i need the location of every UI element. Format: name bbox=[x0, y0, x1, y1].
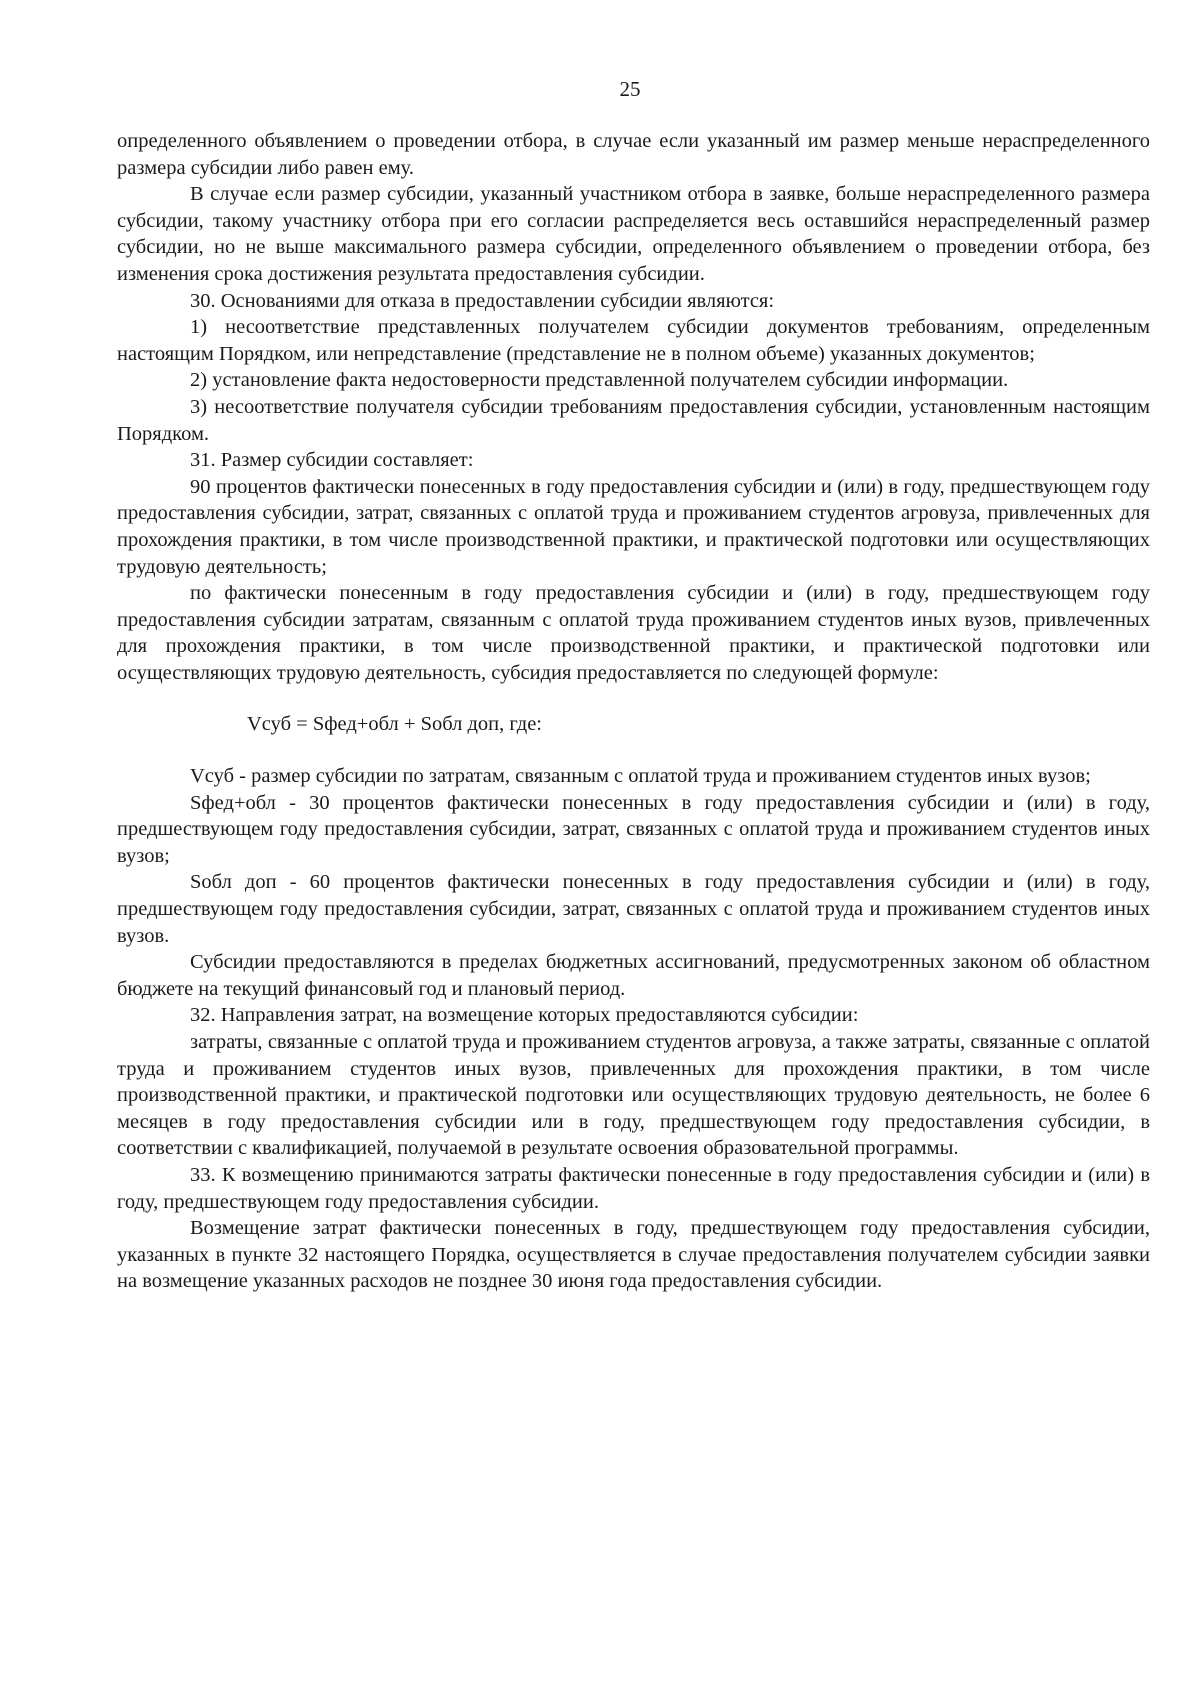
paragraph-item-31: 31. Размер субсидии составляет: bbox=[190, 449, 474, 472]
paragraph-sfed-def: Sфед+обл - 30 процентов фактически понесенных в году предоставления субсидии и (или) в году, предшествующем году предоставления субсидии, затрат, связанных с оплатой труда и проживанием студентов иных вузов; bbox=[117, 791, 1150, 867]
paragraph-continuation: определенного объявлением о проведении отбора, в случае если указанный им размер меньше нераспределенного размера субсидии либо равен ему. bbox=[117, 130, 1150, 179]
paragraph-item-31-agrovuz: 90 процентов фактически понесенных в году предоставления субсидии и (или) в году, предшествующем году предоставления субсидии, затрат, связанных с оплатой труда и проживанием студентов агровуза, привлеченных для прохождения практики, в том числе производственной практики, и практической подготовки или осуществляющих трудовую деятельность; bbox=[117, 475, 1150, 578]
paragraph-item-33: 33. К возмещению принимаются затраты фактически понесенные в году предоставления субсидии и (или) в году, предшествующем году предоставления субсидии. bbox=[117, 1163, 1150, 1213]
paragraph-budget-limits: Субсидии предоставляются в пределах бюджетных ассигнований, предусмотренных законом об областном бюджете на текущий финансовый год и плановый период. bbox=[117, 951, 1150, 1000]
document-body bbox=[117, 128, 1150, 1295]
paragraph-item-31-other: по фактически понесенным в году предоставления субсидии и (или) в году, предшествующем году предоставления субсидии затратам, связанным с оплатой труда проживанием студентов иных вузов, привлеченных для прохождения практики, в том числе производственной практики, и практической подготовки или осуществляющих трудовую деятельность, субсидия предоставляется по следующей формуле: bbox=[117, 582, 1150, 684]
paragraph-vsub-def: Vсуб - размер субсидии по затратам, связанным с оплатой труда и проживанием студентов иных вузов; bbox=[190, 765, 1091, 788]
paragraph-reimbursement: Возмещение затрат фактически понесенных в году, предшествующем году предоставления субсидии, указанных в пункте 32 настоящего Порядка, осуществляется в случае предоставления получателем субсидии заявки на возмещение указанных расходов не позднее 30 июня года предоставления субсидии. bbox=[117, 1217, 1150, 1293]
paragraph-item-30-3: 3) несоответствие получателя субсидии требованиям предоставления субсидии, установленным настоящим Порядком. bbox=[117, 395, 1150, 445]
paragraph-sobl-def: Sобл доп - 60 процентов фактически понесенных в году предоставления субсидии и (или) в году, предшествующем году предоставления субсидии, затрат, связанных с оплатой труда и проживанием студентов иных вузов. bbox=[117, 871, 1150, 947]
paragraph-item-30-2: 2) установление факта недостоверности представленной получателем субсидии информации. bbox=[190, 369, 1009, 392]
paragraph-item-30: 30. Основаниями для отказа в предоставлении субсидии являются: bbox=[190, 289, 775, 312]
paragraph-item-32: 32. Направления затрат, на возмещение которых предоставляются субсидии: bbox=[190, 1004, 859, 1027]
page-number: 25 bbox=[619, 77, 641, 101]
paragraph-item-32-costs: затраты, связанные с оплатой труда и проживанием студентов агровуза, а также затраты, связанные с оплатой труда и проживанием студентов иных вузов, привлеченных для прохождения практики, в том числе производственной практики, и практической подготовки или осуществляющих трудовую деятельность, не более 6 месяцев в году предоставления субсидии или в году, предшествующем году предоставления субсидии, в соответствии с квалификацией, получаемой в результате освоения образовательной программы. bbox=[117, 1031, 1150, 1160]
paragraph-distribution: В случае если размер субсидии, указанный участником отбора в заявке, больше нераспределенного размера субсидии, такому участнику отбора при его согласии распределяется весь оставшийся нераспределенный размер субсидии, но не выше максимального размера субсидии, определенного объявлением о проведении отбора, без изменения срока достижения результата предоставления субсидии. bbox=[117, 183, 1150, 285]
subsidy-formula: Vсуб = Sфед+обл + Sобл доп, где: bbox=[247, 713, 543, 736]
paragraph-item-30-1: 1) несоответствие представленных получателем субсидии документов требованиям, определенным настоящим Порядком, или непредставление (представление не в полном объеме) указанных документов; bbox=[117, 316, 1150, 365]
